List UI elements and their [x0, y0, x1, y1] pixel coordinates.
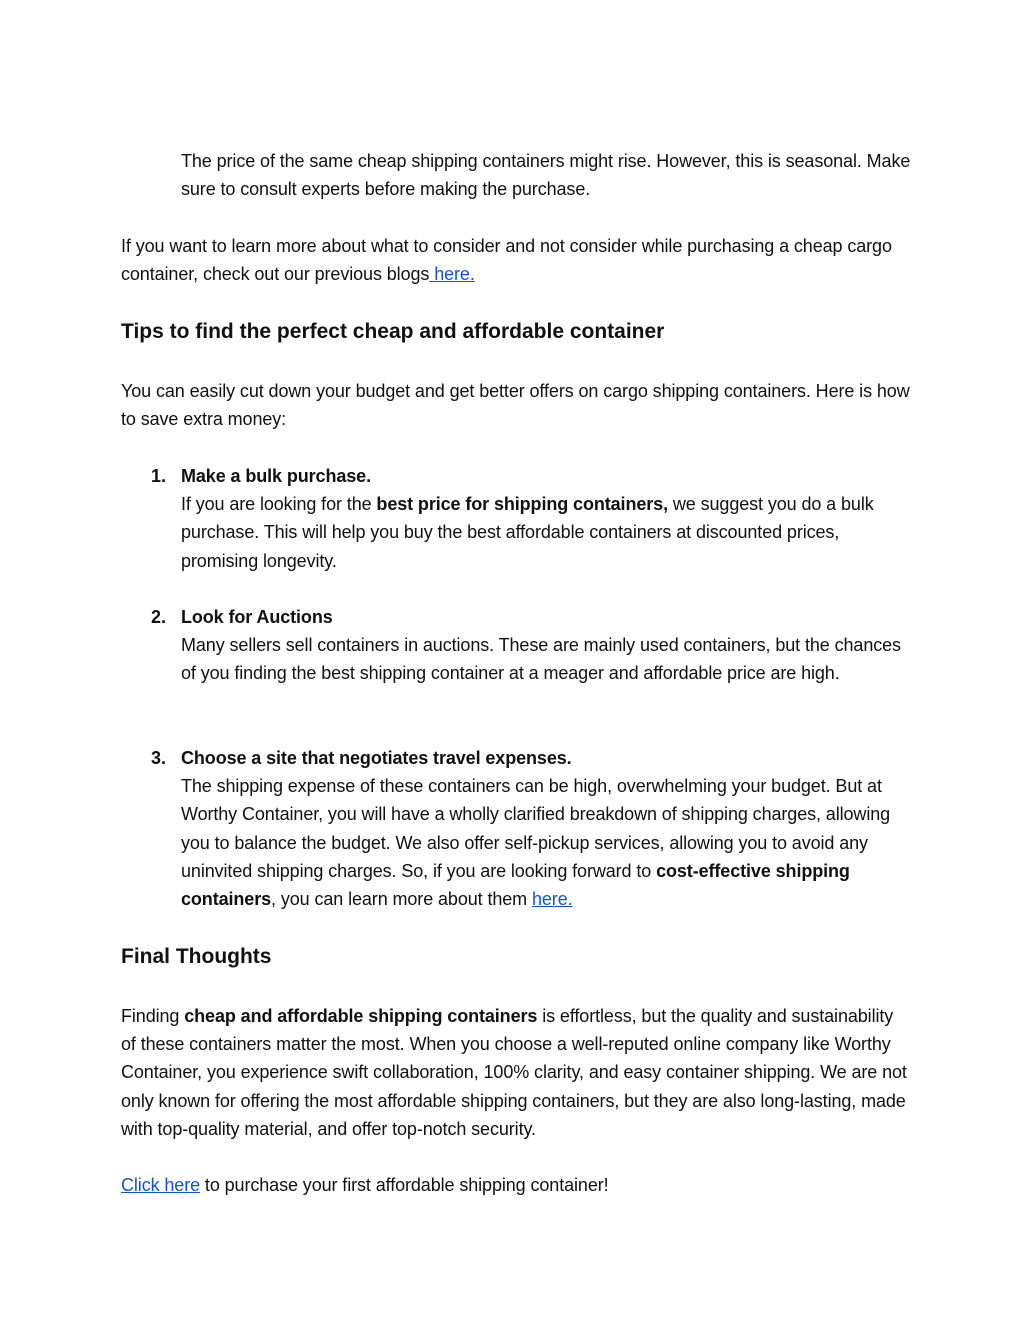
body-text: we suggest you do a bulk purchase. This will help you buy the best affordable containers at discounted prices, promising longevity. — [181, 494, 874, 571]
body-text: Finding — [121, 1006, 185, 1026]
learn-more-text: If you want to learn more about what to consider and not consider while purchasing a cheap cargo container, check out our previous blogs — [121, 236, 892, 285]
list-number-1: 1. — [151, 466, 167, 486]
final-thoughts-heading: Final Thoughts — [121, 945, 272, 968]
list-item-body — [181, 776, 890, 909]
cta-paragraph — [121, 1171, 911, 1199]
seasonal-note: The price of the same cheap shipping containers might rise. However, this is seasonal. Make sure to consult experts before making the purchase. — [181, 151, 911, 200]
list-item-auctions — [181, 603, 911, 688]
list-number-2: 2. — [151, 607, 167, 627]
list-item-bulk-purchase — [181, 462, 911, 575]
body-text: The shipping expense of these containers can be high, overwhelming your budget. But at Worthy Container, you will have a wholly clarified breakdown of shipping charges, allowing you to balance the budget. We also offer self-pickup services, allowing you to avoid any uninvited shipping charges. So, if you are looking forward to — [181, 776, 891, 881]
learn-more-paragraph — [121, 232, 911, 288]
cta-text: to purchase your first affordable shipping container! — [200, 1175, 609, 1195]
body-text: is effortless, but the quality and sustainability of these containers matter the most. When you choose a well-reputed online company like Worthy Container, you experience swift collaboration, 100% clarity, and easy container shipping. We are not only known for offering the most affordable shipping containers, but they are also long-lasting, made with top-quality material, and offer top-notch security. — [121, 1006, 907, 1139]
tips-intro: You can easily cut down your budget and get better offers on cargo shipping containers. Here is how to save extra money: — [121, 381, 910, 430]
body-bold-text: cost-effective shipping containers — [181, 860, 850, 910]
tips-heading: Tips to find the perfect cheap and affordable container — [121, 320, 665, 343]
list-item-body: Many sellers sell containers in auctions. These are mainly used containers, but the chances of you finding the best shipping container at a meager and affordable price are high. — [181, 635, 901, 684]
list-item-title: Choose a site that negotiates travel expenses. — [181, 748, 572, 768]
final-thoughts-paragraph — [121, 1002, 911, 1143]
body-bold-text: cheap and affordable shipping containers — [184, 1006, 538, 1026]
cost-effective-link[interactable]: here. — [531, 889, 573, 910]
list-item-travel-expenses — [181, 744, 911, 913]
body-bold-text: best price for shipping containers, — [376, 494, 668, 515]
list-item-title: Look for Auctions — [181, 607, 333, 627]
body-text: , you can learn more about them — [271, 889, 532, 910]
previous-blogs-link[interactable]: here. — [429, 264, 475, 285]
list-item-body — [181, 494, 874, 570]
list-number-3: 3. — [151, 748, 167, 768]
body-text: If you are looking for the — [181, 494, 377, 515]
click-here-link[interactable]: Click here — [121, 1175, 201, 1195]
list-item-title: Make a bulk purchase. — [181, 466, 371, 486]
